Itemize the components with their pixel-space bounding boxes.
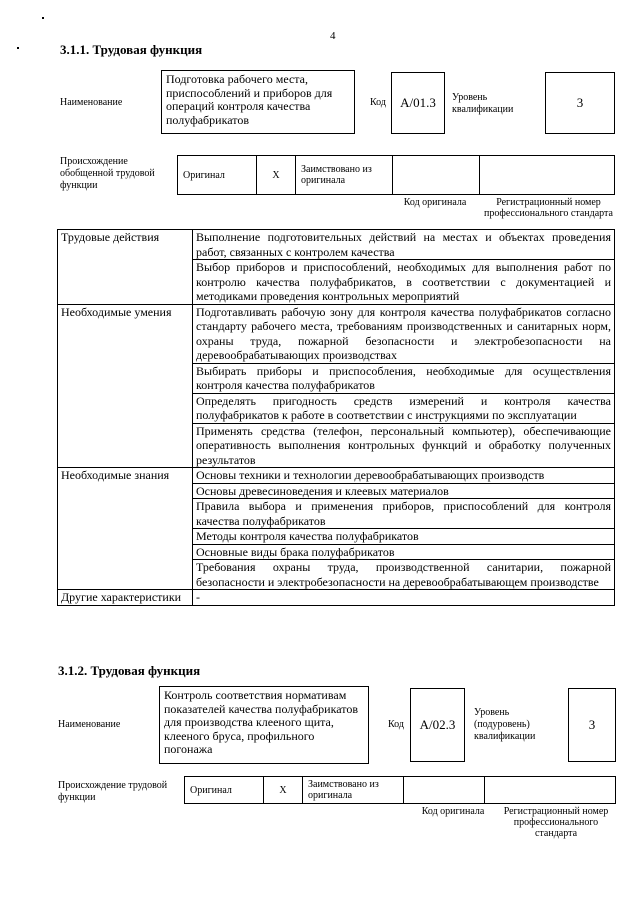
skill-item: Выбирать приборы и приспособления, необходимые для осуществления контроля качества полуфабрикатов	[193, 363, 615, 393]
knowledge-item: Основы древесиноведения и клеевых материалов	[193, 483, 615, 499]
borrowed-label: Заимствовано из оригинала	[303, 777, 404, 804]
knowledge-item: Требования охраны труда, производственной санитарии, пожарной безопасности и электробезопасности на деревообрабатывающем производстве	[193, 560, 615, 590]
function-code-box: А/01.3	[391, 72, 445, 134]
original-label: Оригинал	[178, 156, 257, 195]
labor-function-table	[57, 229, 615, 606]
registration-number-cell	[480, 156, 615, 195]
borrowed-label: Заимствовано из оригинала	[296, 156, 393, 195]
original-code-caption: Код оригинала	[403, 197, 467, 208]
registration-number-caption: Регистрационный номер профессионального стандарта	[484, 197, 613, 219]
origin-table	[184, 776, 616, 804]
knowledge-item: Основные виды брака полуфабрикатов	[193, 544, 615, 560]
other-characteristics-value: -	[193, 590, 615, 606]
other-characteristics-label: Другие характеристики	[58, 590, 193, 606]
qualification-level-box: 3	[545, 72, 615, 134]
registration-number-cell	[485, 777, 616, 804]
labor-actions-label: Трудовые действия	[58, 230, 193, 305]
code-label: Код	[388, 719, 404, 730]
knowledge-item: Методы контроля качества полуфабрикатов	[193, 529, 615, 545]
original-code-cell	[393, 156, 480, 195]
original-label: Оригинал	[185, 777, 264, 804]
function-name-box: Подготовка рабочего места, приспособлений и приборов для операций контроля качества полуфабрикатов	[161, 70, 355, 134]
level-label: Уровень (подуровень) квалификации	[474, 707, 536, 742]
original-mark: X	[257, 156, 296, 195]
qualification-level-box: 3	[568, 688, 616, 762]
origin-table	[177, 155, 615, 195]
skill-item: Применять средства (телефон, персональный компьютер), обеспечивающие оперативность выполнения контрольных функций и обработку полученных результатов	[193, 423, 615, 468]
skills-label: Необходимые умения	[58, 304, 193, 468]
original-code-cell	[404, 777, 485, 804]
scan-speck	[42, 17, 44, 19]
section-title-3-1-2: 3.1.2. Трудовая функция	[58, 663, 201, 678]
name-label: Наименование	[60, 97, 123, 108]
function-name-box: Контроль соответствия нормативам показателей качества полуфабрикатов для производства клееного щита, клееного бруса, профильного погонажа	[159, 686, 369, 764]
original-mark: X	[264, 777, 303, 804]
skill-item: Подготавливать рабочую зону для контроля качества полуфабрикатов согласно стандарту рабочего места, требованиям производственных и санитарных норм, охраны труда, пожарной безопасности и электробезопасности на деревообрабатывающих производствах	[193, 304, 615, 363]
level-label: Уровень квалификации	[452, 92, 514, 115]
function-code-box: А/02.3	[410, 688, 465, 762]
scan-speck	[17, 47, 19, 49]
labor-action-item: Выбор приборов и приспособлений, необходимых для выполнения работ по контролю качества полуфабрикатов, в соответствии с документацией и методиками проведения контрольных мероприятий	[193, 260, 615, 305]
page-number: 4	[330, 30, 336, 42]
code-label: Код	[370, 97, 386, 108]
skill-item: Определять пригодность средств измерений и контроля качества полуфабрикатов к работе в соответствии с инструкциями по эксплуатации	[193, 393, 615, 423]
knowledge-item: Правила выбора и применения приборов, приспособлений для контроля качества полуфабрикатов	[193, 499, 615, 529]
knowledge-label: Необходимые знания	[58, 468, 193, 590]
knowledge-item: Основы техники и технологии деревообрабатывающих производств	[193, 468, 615, 484]
registration-number-caption: Регистрационный номер профессионального стандарта	[503, 806, 609, 839]
original-code-caption: Код оригинала	[421, 806, 485, 817]
origin-label: Происхождение обобщенной трудовой функции	[60, 156, 155, 191]
section-title-3-1-1: 3.1.1. Трудовая функция	[60, 42, 203, 57]
origin-label: Происхождение трудовой функции	[58, 780, 168, 803]
name-label: Наименование	[58, 719, 121, 730]
labor-action-item: Выполнение подготовительных действий на местах и объектах проведения работ, связанных с контролем качества	[193, 230, 615, 260]
